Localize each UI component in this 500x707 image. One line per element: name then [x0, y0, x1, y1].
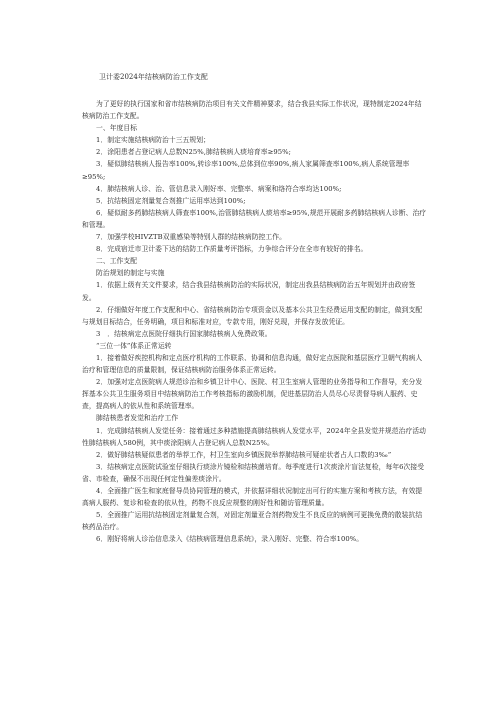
- system-item: 2．加强对定点医院病人规范诊治和乡镇卫计中心、医院、村卫生室病人管理的业务指导和工作督导，充分发挥基本公共卫生服务项目中结核病防治工作考核指标的激励机制，促进基层防治人员尽心尽责督导病人服药、史查，提高病人的依从性和系统管理率。: [82, 378, 423, 411]
- goal-item: 4．肺结核病人诊、治、管信息录入刚好率、完整率、病案和络符合率均达100%;: [96, 184, 342, 193]
- planning-item: 2．仔细做好年度工作支配和中心、省结核病防治专项资金以及基本公共卫生经费运用支配的制定，做到支配与规划目标结合，任务明确，项目和标准对应，专款专用，刚好兑现，并保存发放凭证。: [82, 305, 423, 326]
- subsection-heading-detection: 肺结核患者发觉和治疗工作: [96, 414, 179, 423]
- detection-item: 5．全面推广运用抗结核固定剂量复合剂，对固定剂量亚合剂药物发生不良反应的病例可更换免费的散装抗结核药品治疗。: [82, 511, 423, 532]
- subsection-heading-planning: 防治规划的制定与实施: [96, 269, 165, 278]
- detection-item: 6．刚好将病人诊治信息录入《结核病管理信息系统》，录入刚好、完整、符合率100%。: [96, 535, 364, 544]
- goal-item: 8．完成宿迁市卫计委下达的结防工作质量考评指标，力争综合评分在全市有较好的排名。: [96, 245, 368, 254]
- goal-item: 7．加强学校HIVZTB双重感染等特别人群的结核病防控工作。: [96, 233, 286, 242]
- subsection-heading-system: “三位一体”体系正常运转: [96, 341, 172, 350]
- detection-item: 1．完成肺结核病人发觉任务：接着通过多种措施提高肺结核病人发觉水平，2024年全县发觉并规范治疗活动性肺结核病人580例，其中痰涂阳病人占登记病人总数N25%。: [82, 426, 426, 447]
- detection-item: 3．结核病定点医院试验室仔细执行痰涂片镜检和结核菌培育。每季度进行1次痰涂片盲法复检，每年6次接受省、市检查，确保不出现任何定性偏差痰涂片。: [82, 462, 425, 483]
- goal-item: 2．涂阳患者占登记病人总数N25%,肺结核病人痰培育率≥95%;: [96, 148, 291, 157]
- goal-item: 1．制定实施结核病防治十三五规划；: [96, 136, 210, 145]
- section-heading-goals: 一、年度目标: [96, 124, 138, 133]
- planning-item: 1．依据上级有关文件要求，结合我县结核病防治的实际状况，制定出我县结核病防治五年规划并由政府签发。: [82, 281, 416, 302]
- detection-item: 2．做好肺结核疑似患者的举荐工作，村卫生室向乡镇医院举荐肺结核可疑症状者占人口数的3‰”: [96, 450, 392, 459]
- system-item: 1．接着做好疾控机构和定点医疗机构的工作联系、协调和信息沟通，做好定点医院和基层医疗卫朝气构病人治疗和管理信息的质量限制，保证结核病防治服务体系正常运转。: [82, 353, 423, 375]
- planning-item: 3 ．结核病定点医院仔细执行国家肺结核病人免费政策。: [96, 329, 272, 338]
- document-title: 卫计委2024年结核病防治工作支配: [99, 73, 208, 81]
- goal-item: 3．疑似肺结核病人报告率100%,转诊率100%,总体到位率90%,病人家属筛查率100%,病人系统管理率≥95%;: [82, 160, 410, 181]
- goal-item: 6．疑似耐多药肺结核病人筛查率100%,治管肺结核病人痰培率≥95%,规范开展耐多药肺结核病人诊断、治疗和管理。: [82, 208, 427, 229]
- detection-item: 4．全面推广医生和家庭督导员协同管理的模式，并依据详细状况制定出可行的实施方案和考核方法，有效提高病人服药、复诊和检查的依从性，药物不良反应规整的刚好性和随访管理质量。: [82, 487, 423, 508]
- document-body: [82, 98, 428, 545]
- intro-paragraph: 为了更好的执行国家和省市结核病防治项目有关文件精神要求，结合我县实际工作状况，现特制定2024年结核病防治工作支配。: [82, 100, 422, 121]
- goal-item: 5．抗结核固定剂量复合剂推广运用率达到100%;: [96, 196, 246, 205]
- section-heading-work: 二、工作支配: [96, 257, 138, 266]
